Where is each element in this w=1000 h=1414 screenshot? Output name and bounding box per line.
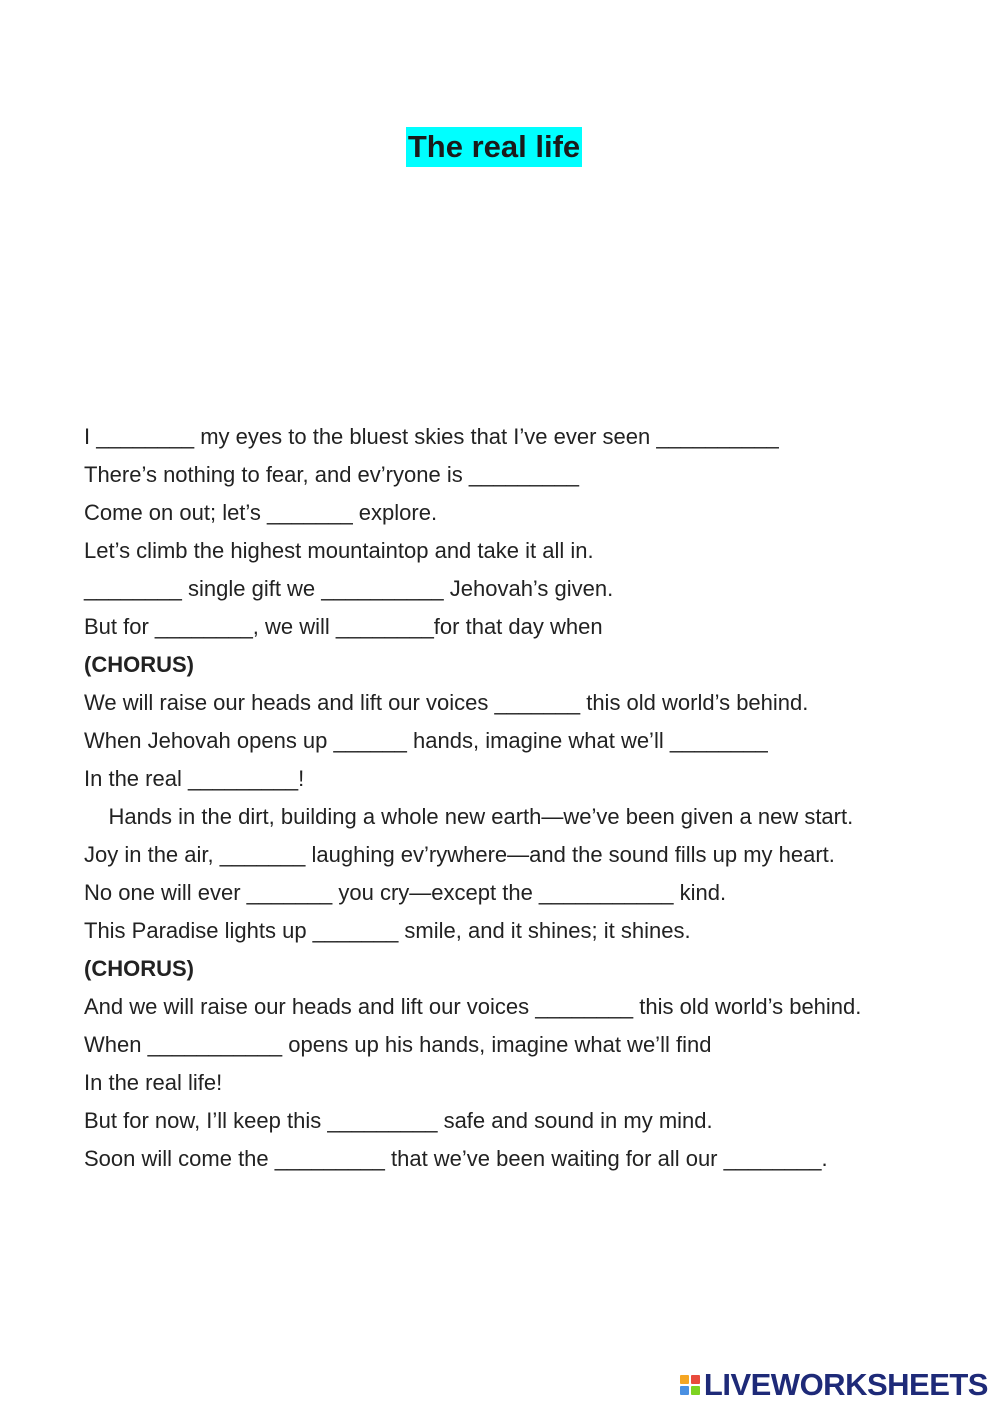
lyrics-body: [84, 423, 894, 1183]
lyric-line: Come on out; let’s _______ explore.: [84, 500, 438, 525]
lyric-line: When ___________ opens up his hands, imagine what we’ll find: [84, 1032, 712, 1057]
lyric-line: Hands in the dirt, building a whole new earth—we’ve been given a new start.: [84, 804, 854, 829]
liveworksheets-logo[interactable]: [680, 1368, 988, 1402]
lyric-line: ________ single gift we __________ Jehovah’s given.: [84, 576, 614, 601]
logo-square: [691, 1375, 700, 1384]
title-area: [0, 127, 1000, 167]
chorus-heading: (CHORUS): [84, 956, 194, 981]
lyric-line: There’s nothing to fear, and ev’ryone is _________: [84, 462, 579, 487]
logo-square: [680, 1386, 689, 1395]
logo-square: [680, 1375, 689, 1384]
liveworksheets-logo-icon: [680, 1375, 700, 1395]
lyric-line: We will raise our heads and lift our voices _______ this old world’s behind.: [84, 690, 809, 715]
lyric-line: And we will raise our heads and lift our voices ________ this old world’s behind.: [84, 994, 862, 1019]
lyric-line: No one will ever _______ you cry—except the ___________ kind.: [84, 880, 727, 905]
logo-text: LIVEWORKSHEETS: [703, 1367, 988, 1402]
lyric-line: Let’s climb the highest mountaintop and take it all in.: [84, 538, 594, 563]
lyric-line: Joy in the air, _______ laughing ev’rywhere—and the sound fills up my heart.: [84, 842, 835, 867]
page-title: The real life: [406, 127, 582, 167]
lyric-line: But for ________, we will ________for that day when: [84, 614, 603, 639]
lyric-line: When Jehovah opens up ______ hands, imagine what we’ll ________: [84, 728, 768, 753]
lyric-line: I ________ my eyes to the bluest skies that I’ve ever seen __________: [84, 424, 779, 449]
chorus-heading: (CHORUS): [84, 652, 194, 677]
lyric-line: In the real life!: [84, 1070, 223, 1095]
lyric-line: In the real _________!: [84, 766, 305, 791]
lyric-line: This Paradise lights up _______ smile, and it shines; it shines.: [84, 918, 691, 943]
lyric-line: Soon will come the _________ that we’ve been waiting for all our ________.: [84, 1146, 828, 1171]
logo-square: [691, 1386, 700, 1395]
lyric-line: But for now, I’ll keep this _________ safe and sound in my mind.: [84, 1108, 713, 1133]
